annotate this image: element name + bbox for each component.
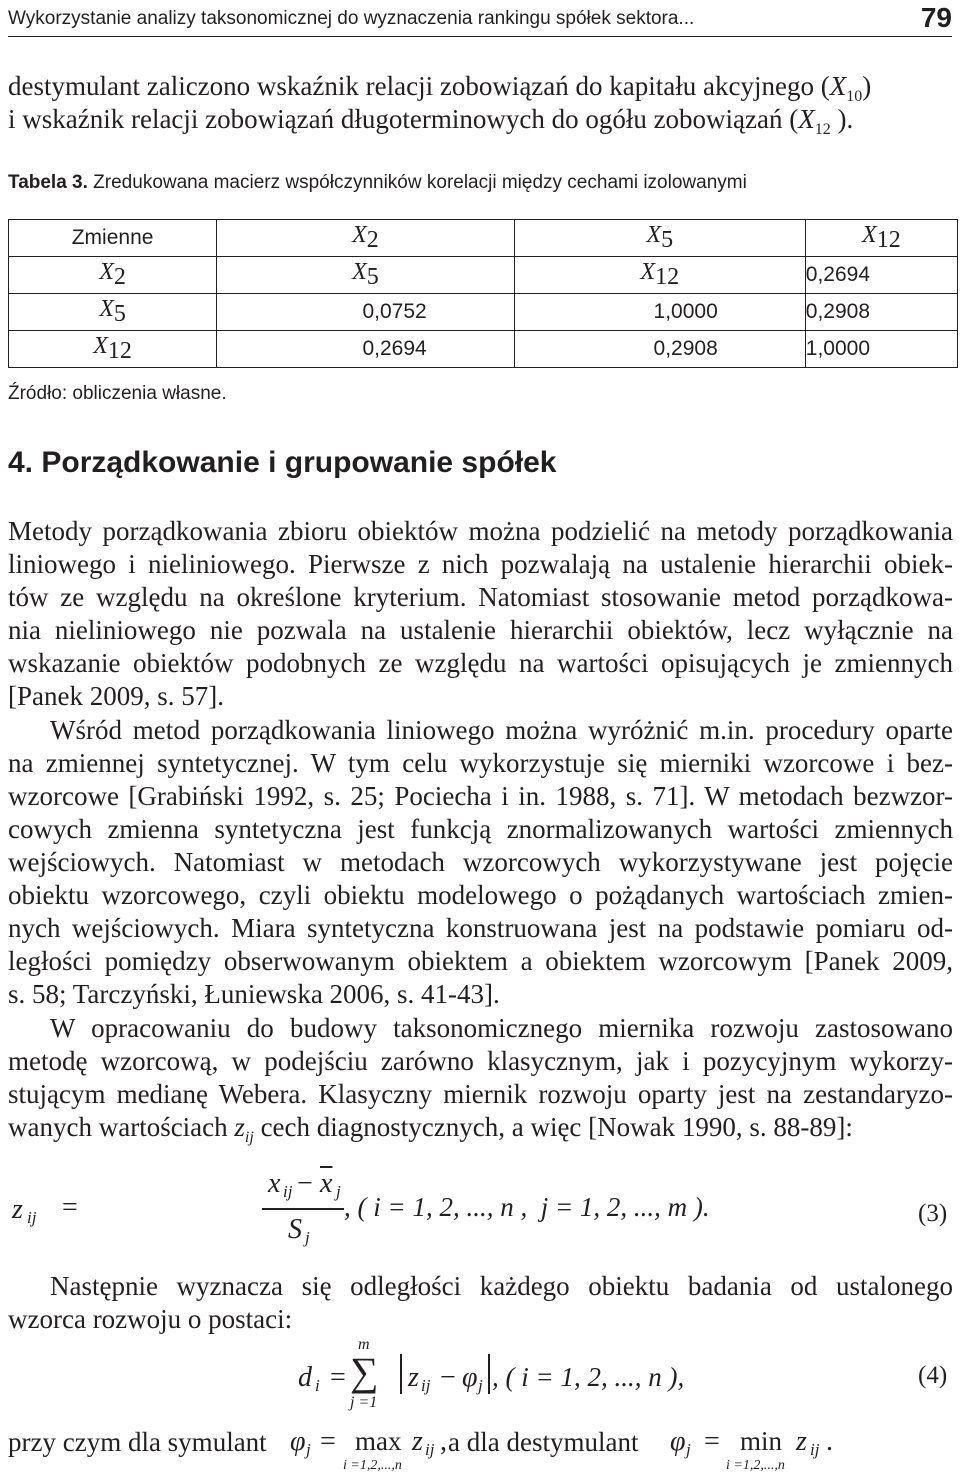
equation-3: z ij = x ij − $\overline{x}$ j S j , ( i = 1, 2, ..., n , j = 1, 2, ..., m ). (3) [12, 1168, 948, 1247]
table-cell: 0,2694 [217, 331, 515, 368]
section-heading: 4. Porządkowanie i grupowanie spółek [8, 446, 557, 479]
text-line: [Panek 2009, s. 57]. [8, 681, 224, 711]
table-row [9, 257, 958, 294]
header-title: Wykorzystanie analizy taksonomicznej do wyznaczenia rankingu spółek sektora... [8, 8, 695, 29]
table-header-cell: $X_{12}$ [805, 220, 957, 257]
table-caption-label: Tabela 3. [8, 172, 88, 193]
paragraph-1 [8, 515, 953, 713]
paragraph-3 [8, 1012, 953, 1154]
abs-bar-left [400, 1354, 402, 1394]
paragraph-2 [8, 714, 953, 1011]
table-cell: 0,2908 [514, 331, 805, 368]
table-header-cell: $X_2$ [217, 220, 515, 257]
table-row [9, 294, 958, 331]
correlation-table [8, 219, 958, 368]
text-line: Metody porządkowania zbioru obiektów można podzielić na metody porządkowania [8, 516, 953, 546]
page-number: 79 [920, 2, 952, 33]
text-line: wejściowych. Natomiast w metodach wzorcowych wykorzystywane jest pojęcie [8, 847, 953, 877]
symulant-line: przy czym dla symulant φ j = max i =1,2,...,n z ij , a dla destymulant φ j = min i =1,2,...,n z ij . [8, 1426, 833, 1473]
text-line: stującym medianę Webera. Klasyczny miernik rozwoju oparty jest na zestandaryzo- [8, 1079, 953, 1109]
text-line: nia nieliniowego nie pozwala na ustalenie hierarchii obiektów, lecz wyłącznie na [8, 615, 953, 645]
equation-number: (3) [918, 1200, 948, 1227]
table-header-row [9, 220, 958, 257]
table-cell: $X_{12}$ [514, 257, 805, 294]
table-source: Źródło: obliczenia własne. [8, 383, 227, 404]
text-line: nych wejściowych. Miara syntetyczna konstruowana jest na podstawie pomiaru od- [8, 913, 953, 943]
text-line: obiektu wzorcowego, czyli obiektu modelowego o pożądanych wartościach zmien- [8, 880, 953, 910]
table-caption [8, 172, 747, 194]
text-line: wanych wartościach $z_{ij}$ cech diagnostycznych, a więc [Nowak 1990, s. 88-89]: [8, 1112, 853, 1146]
text-line: cowych zmienna syntetyczna jest funkcją znormalizowanych wartości zmiennych [8, 814, 953, 844]
table-header-cell: Zmienne [9, 220, 217, 257]
text-line: Następnie wyznacza się odległości każdego obiektu badania od ustalonego [50, 1271, 953, 1301]
table-cell: 1,0000 [514, 294, 805, 331]
text-line: liniowego i nieliniowego. Pierwsze z nich pozwalają na ustalenie hierarchii obiek- [8, 549, 953, 579]
table-row [9, 331, 958, 368]
text-line: wskazanie obiektów podobnych ze względu na wartości opisujących je zmiennych [8, 648, 953, 678]
running-header [8, 4, 952, 37]
text-line: wzorcowe [Grabiński 1992, s. 25; Pociecha i in. 1988, s. 71]. W metodach bezwzor- [8, 781, 953, 811]
table-cell: $X_{12}$ [9, 331, 217, 368]
table-cell: $X_2$ [9, 257, 217, 294]
paragraph-4 [8, 1270, 953, 1336]
intro-line-2: i wskaźnik relacji zobowiązań długoterminowych do ogółu zobowiązań ($X_{12}$ ). [8, 104, 854, 138]
table-cell: 0,2908 [805, 294, 957, 331]
text-line: W opracowaniu do budowy taksonomicznego miernika rozwoju zastosowano [50, 1013, 953, 1043]
table-cell: 0,2694 [805, 257, 957, 294]
intro-line-1: destymulant zaliczono wskaźnik relacji zobowiązań do kapitału akcyjnego $(X_{10})$ [8, 71, 872, 105]
table-cell: 0,0752 [217, 294, 515, 331]
text-line: s. 58; Tarczyński, Łuniewska 2006, s. 41-43]. [8, 979, 500, 1009]
table-cell: $X_5$ [9, 294, 217, 331]
abs-bar-right [488, 1354, 490, 1394]
fraction-bar [262, 1208, 344, 1210]
text-line: na zmiennej syntetycznej. W tym celu wykorzystuje się mierniki wzorcowe i bez- [8, 748, 953, 778]
text-line: wzorca rozwoju o postaci: [8, 1304, 293, 1334]
text-line: tów ze względu na określone kryterium. Natomiast stosowanie metod porządkowa- [8, 582, 953, 612]
table-cell: 1,0000 [805, 331, 957, 368]
table-caption-text: Zredukowana macierz współczynników korelacji między cechami izolowanymi [87, 172, 747, 193]
table-cell: $X_5$ [217, 257, 515, 294]
text-line: ległości pomiędzy obserwowanym obiektem a obiektem wzorcowym [Panek 2009, [8, 946, 953, 976]
equation-number: (4) [918, 1362, 948, 1389]
text-line: Wśród metod porządkowania liniowego można wyróżnić m.in. procedury oparte [50, 715, 953, 745]
equation-4: d i = m ∑ j =1 z ij − φ j , ( i = 1, 2, ..., n ), (4) [298, 1336, 948, 1411]
table-header-cell: $X_5$ [514, 220, 805, 257]
text-line: metodę wzorcową, w podejściu zarówno klasycznym, jak i pozycyjnym wykorzy- [8, 1046, 953, 1076]
